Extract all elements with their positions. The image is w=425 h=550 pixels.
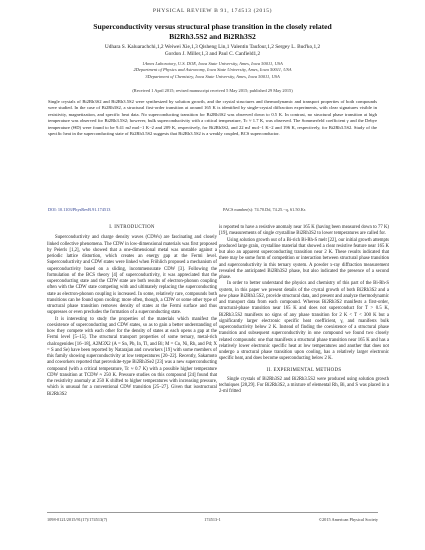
section-heading-introduction: I. INTRODUCTION <box>109 225 155 230</box>
doi-link[interactable]: DOI: 10.1103/PhysRevB.91.174513 <box>48 207 111 212</box>
affiliation-3: 3Department of Chemistry, Iowa State University, Ames, Iowa 50011, USA <box>145 73 280 79</box>
left-column <box>47 225 217 398</box>
title-line-1: Superconductivity versus structural phase transition in the closely related <box>93 22 332 31</box>
received-dates: (Received 1 April 2015; revised manuscript received 5 May 2015; published 29 May 2015) <box>132 88 293 93</box>
title-line-2: Bi2Rh3.5S2 and Bi2Rh3S2 <box>169 32 256 41</box>
paper-title <box>40 22 385 42</box>
footer-issn: 1098-0121/2015/91(17)/174513(7) <box>47 517 108 522</box>
intro-paragraph-2: It is interesting to study the properties of the materials which manifest the coexistence of superconducting and CDW states, so as to gain a better understanding of how they compete with each other for the density of states at each opens a gap at the Fermi level [5–15]. The structural transport properties of some ternary, metal-rich chalcogenides [16–18], A2M3X2 (A = Sn, Pb, In, Tl, and Bi; M = Co, Ni, Rh, and Pd; X = S and Se) have been reported by Natarajan and coworkers [19] with some members of this family showing superconductivity at low temperatures [20–22]. Recently, Sakamoto and coworkers reported that perovskite-type Bi2Rh3Se2 [23] was a new superconducting compound (with a critical temperature, Tc ≈ 0.7 K) with a possible higher temperature CDW transition at TCDW ≈ 250 K. Pressure studies on this compound [24] found that the resistivity anomaly at 250 K shifted to higher temperatures with increasing pressure, which is unusual for a conventional CDW transition [25–27]. Given that isostructural Bi2Rh3S2 <box>47 316 217 397</box>
right-column <box>219 225 389 396</box>
right-paragraph-1: is reported to have a resistive anomaly near 165 K (having been measured down to 77 K) [19], measurements of single crystalline Bi2Rh3S2 to lower temperatures are called for. <box>219 225 389 237</box>
right-paragraph-3: In order to better understand the physics and chemistry of this part of the Bi-Rh-S system, in this paper we present details of the crystal growth of both Bi2Rh3S2 and a new phase Bi2Rh3.5S2, provide structural data, and present and analyze thermodynamic and transport data from each compound. Whereas Bi2Rh3S2 manifests a first-order, structural-phase transition near 165 K and does not superconduct for T > 0.5 K, Bi2Rh3.5S2 manifests no signs of any phase transition for 2 K < T < 300 K but a significantly larger electronic specific heat coefficient, γ, and manifests bulk superconductivity below 2 K. Instead of finding the coexistence of a structural phase transition and subsequent superconductivity in one compound we found two closely related compounds: one that manifests a structural phase transition near 165 K and has a relatively lower electronic specific heat at low temperatures and another that does not undergo a structural phase transition upon cooling, has a relatively larger electronic specific heat, and does become superconducting below 2 K. <box>219 281 389 362</box>
section-heading-experimental: II. EXPERIMENTAL METHODS <box>266 367 342 373</box>
affiliation-1: 1Ames Laboratory, U.S. DOE, Iowa State University, Ames, Iowa 50011, USA <box>142 61 283 66</box>
affiliation-2: 2Department of Physics and Astronomy, Iowa State University, Ames, Iowa 50011, USA <box>133 67 292 73</box>
journal-header: PHYSICAL REVIEW B 91, 174513 (2015) <box>152 8 273 14</box>
affiliations <box>40 61 385 80</box>
footer-copyright: ©2015 American Physical Society <box>318 517 378 522</box>
footer-divider <box>47 512 378 513</box>
abstract: Single crystals of Bi2Rh3S2 and Bi2Rh3.5S2 were synthesized by solution growth, and the crystal structures and thermodynamic and transport properties of both compounds were studied. In the case of Bi2Rh3S2, a structural first-order transition at around 165 K is identified by single-crystal diffraction experiments, with clear signatures visible in resistivity, magnetization, and specific heat data. No superconducting transition for Bi2Rh3S2 was observed down to 0.5 K. In contrast, no structural phase transition at high temperature was observed for Bi2Rh3.5S2; however, bulk superconductivity with a critical temperature, Tc ≈ 1.7 K, was observed. The Sommerfeld coefficient γ and the Debye temperature (ΘD) were found to be 9.41 mJ mol−1 K−2 and 209 K, respectively, for Bi2Rh3S2, and 22 mJ mol−1 K−2 and 196 K, respectively, for Bi2Rh3.5S2. Study of the specific heat in the superconducting state of Bi2Rh3.5S2 suggests that Bi2Rh3.5S2 is a weakly coupled, BCS superconductor. <box>48 99 377 137</box>
right-paragraph-2: Using solution growth out of a Bi-rich Bi-Rh-S melt [22], our initial growth attempts produced large grain, crystalline material that showed a clear resistive feature near 165 K but also an apparent superconducting transition near 2 K. These results indicated that there may be some form of competition or interaction between structural phase transition and superconductivity in this ternary system. A powder x-ray diffraction measurement revealed the anticipated Bi2Rh3S2 phase, but also indicated the presence of a second phase. <box>219 237 389 280</box>
right-paragraph-4: Single crystals of Bi2Rh3S2 and Bi2Rh3.5S2 were produced using solution growth techniques [28,29]. For Bi2Rh3S2, a mixture of elemental Rh, Bi, and S was placed in a 2-ml fritted <box>219 376 389 395</box>
authors-line-2: Gordon J. Miller,1,3 and Paul C. Canfield1,2 <box>164 51 261 57</box>
intro-paragraph-1: Superconductivity and charge density waves (CDWs) are fascinating and closely linked collective phenomena. The CDW in low-dimensional materials was first proposed by Peierls [1,2], who showed that a one-dimensional metal was unstable against a periodic lattice distortion, which creates an energy gap at the Fermi level. Superconductivity and CDW states were linked when Fröhlich proposed a mechanism of superconductivity based on a sliding, incommensurate CDW [3]. Following the formulation of the BCS theory [4] of superconductivity, it was appreciated that the superconducting state and the CDW state are both results of electron-phonon coupling often with the CDW state competing with and ultimately replacing the superconducting state as electron-phonon coupling is increased. In some, relatively rare, compounds both transitions can be found upon cooling; more often, though, a CDW or some other type of structural phase transition removes density of states at the Fermi surface and thus suppresses or even precludes the formation of a superconducting state. <box>47 235 217 316</box>
pacs-numbers: PACS number(s): 74.70.Dd, 74.25.−q, 61.50.Ks <box>223 207 306 212</box>
author-list <box>30 44 395 58</box>
authors-line-1: Udhara S. Kaluarachchi,1,2 Weiwei Xie,1,3 Qisheng Lin,1 Valentin Taufour,1,2 Sergey L. Bud'ko,1,2 <box>104 44 321 50</box>
footer-page-number: 174513-1 <box>204 517 221 522</box>
